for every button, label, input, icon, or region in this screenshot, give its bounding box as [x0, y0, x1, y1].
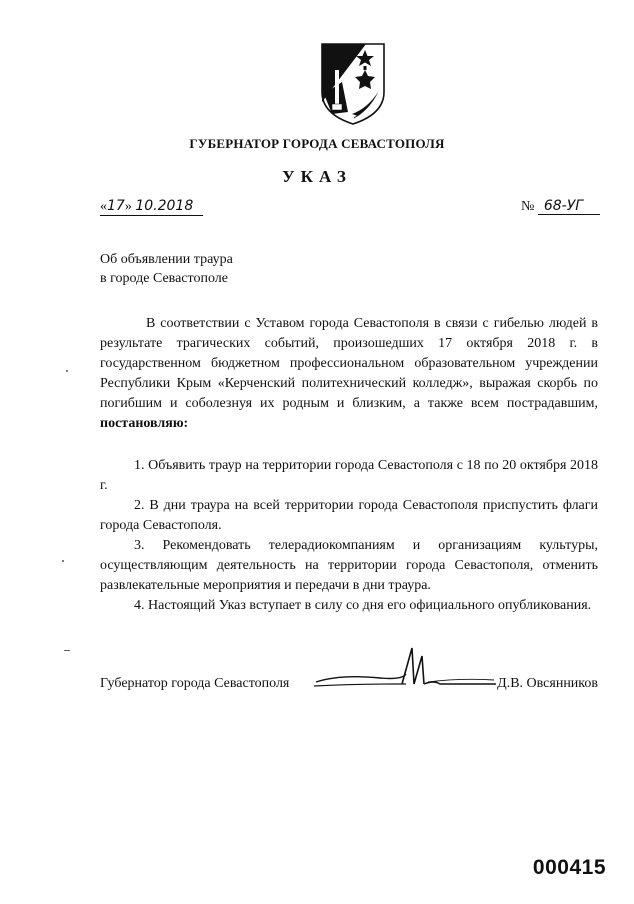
date-day: 17	[107, 198, 125, 214]
signatory-name: Д.В. Овсянников	[497, 676, 598, 691]
date-close-quote: »	[124, 199, 132, 214]
decree-item-3: 3. Рекомендовать телерадиокомпаниям и организациям культуры, осуществляющим деятельность на территории города Севастополя, отменить развлекательные мероприятия и передачи в дни траура.	[100, 538, 598, 593]
number-sign: №	[521, 199, 535, 214]
decree-items	[100, 456, 598, 616]
subject-line-2: в городе Севастополе	[100, 271, 228, 286]
scan-speck	[66, 370, 68, 372]
handwritten-signature	[310, 644, 500, 694]
registration-number: 000415	[532, 856, 606, 879]
decree-verb: постановляю:	[100, 416, 189, 431]
preamble-paragraph	[100, 314, 598, 434]
decree-item-1: 1. Объявить траур на территории города Севастополя с 18 по 20 октября 2018 г.	[100, 458, 598, 493]
date-month-year: 10.2018	[135, 198, 194, 214]
subject-line-1: Об объявлении траура	[100, 252, 233, 267]
decree-item-4: 4. Настоящий Указ вступает в силу со дня его официального опубликования.	[134, 598, 592, 613]
document-subject	[100, 250, 233, 288]
number-value: 68-УГ	[538, 198, 600, 215]
decree-item-2: 2. В дни траура на всей территории города Севастополя приспустить флаги города Севастополя.	[100, 498, 598, 533]
signatory-role: Губернатор города Севастополя	[100, 676, 290, 691]
scan-speck	[62, 560, 64, 562]
issuing-authority-heading: ГУБЕРНАТОР ГОРОДА СЕВАСТОПОЛЯ	[189, 136, 445, 151]
document-number	[521, 198, 600, 215]
sevastopol-coat-of-arms-emblem	[318, 42, 388, 126]
scan-speck	[64, 650, 70, 651]
document-date	[100, 198, 203, 216]
preamble-text: В соответствии с Уставом города Севастополя в связи с гибелью людей в результате трагических событий, произошедших 17 октября 2018 г. в государственном бюджетном профессиональном образовательном учреждении Республики Крым «Керченский политехнический колледж», выражая скорбь по погибшим и соболезнуя их родным и близким, а также всем пострадавшим,	[100, 316, 598, 411]
document-type-title: УКАЗ	[282, 167, 352, 186]
date-open-quote: «	[100, 199, 107, 214]
